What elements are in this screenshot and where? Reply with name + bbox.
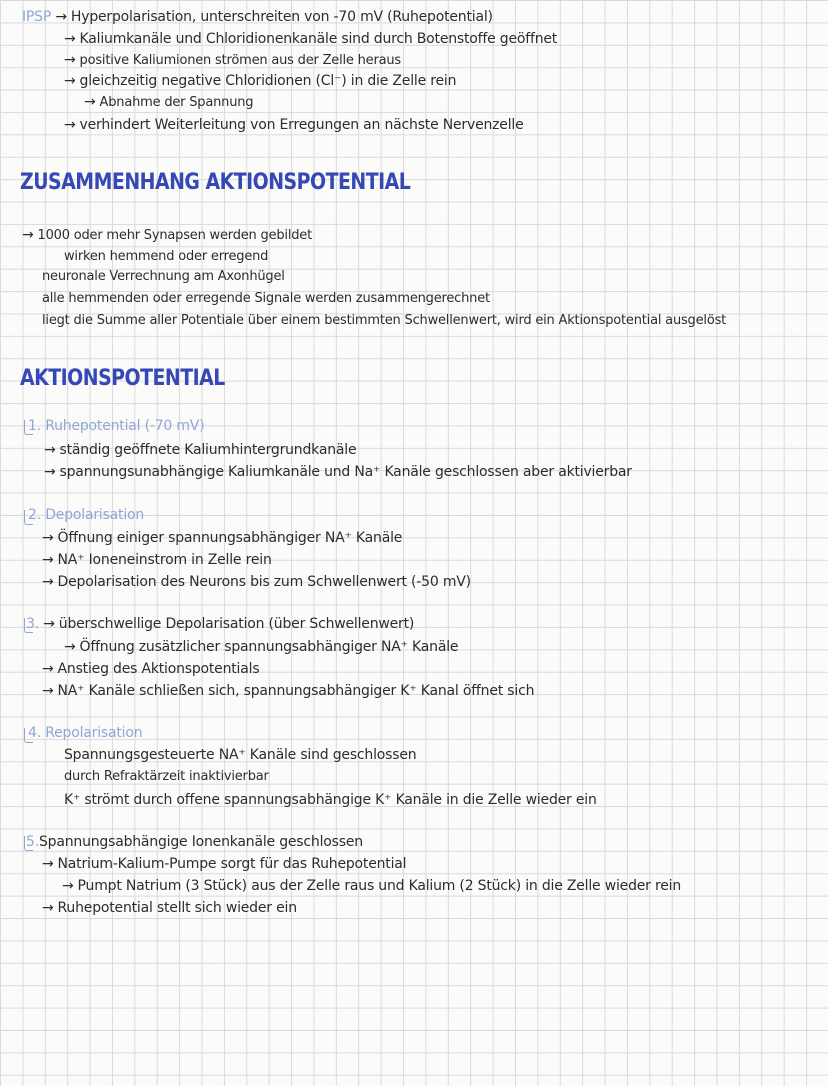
phase5-line-2	[62, 877, 681, 895]
arrow-icon: →	[42, 683, 54, 699]
arrow-icon: →	[44, 464, 56, 480]
zusammenhang-line-4: alle hemmenden oder erregende Signale werden zusammengerechnet	[42, 291, 490, 306]
phase1-text-2: spannungsunabhängige Kaliumkanäle und Na⁺ Kanäle geschlossen aber aktivierbar	[59, 464, 632, 480]
phase2-text-3: Depolarisation des Neurons bis zum Schwellenwert (-50 mV)	[57, 574, 471, 590]
phase2-line-1	[42, 529, 402, 547]
phase5-title-line	[26, 833, 363, 851]
arrow-icon: →	[64, 639, 76, 655]
phase3-number: 3.	[26, 616, 39, 632]
phase5-number: 5.	[26, 834, 39, 850]
arrow-icon: →	[42, 552, 54, 568]
phase2-text-1: Öffnung einiger spannungsabhängiger NA⁺ Kanäle	[57, 530, 403, 546]
ipsp-text-3: positive Kaliumionen strömen aus der Zelle heraus	[79, 53, 401, 68]
phase3-line-2	[42, 660, 259, 678]
phase1-line-1	[44, 441, 356, 459]
zusammenhang-line-3: neuronale Verrechnung am Axonhügel	[42, 269, 285, 284]
phase5-line-3	[42, 899, 297, 917]
ipsp-text-4: gleichzeitig negative Chloridionen (Cl⁻) in die Zelle rein	[79, 73, 457, 89]
phase3-line-1	[64, 638, 458, 656]
zusammenhang-text-1: 1000 oder mehr Synapsen werden gebildet	[37, 228, 312, 243]
phase2-text-2: NA⁺ Ioneneinstrom in Zelle rein	[57, 552, 272, 568]
arrow-icon: →	[64, 73, 76, 89]
zusammenhang-line-5: liegt die Summe aller Potentiale über einem bestimmten Schwellenwert, wird ein Aktionspotential ausgelöst	[42, 313, 727, 328]
ipsp-line-6	[64, 116, 524, 134]
phase1-text-1: ständig geöffnete Kaliumhintergrundkanäle	[59, 442, 357, 458]
arrow-icon: →	[64, 117, 76, 133]
ipsp-line-5	[84, 93, 253, 112]
phase5-line-1	[42, 855, 406, 873]
ipsp-tag: IPSP	[22, 9, 52, 25]
arrow-icon: →	[64, 52, 76, 68]
arrow-icon: →	[44, 442, 56, 458]
phase4-line-3: K⁺ strömt durch offene spannungsabhängige K⁺ Kanäle in die Zelle wieder ein	[64, 792, 597, 808]
phase4-title: 4. Repolarisation	[28, 725, 143, 741]
phase5-text-2: Pumpt Natrium (3 Stück) aus der Zelle raus und Kalium (2 Stück) in die Zelle wieder rein	[77, 878, 682, 894]
arrow-icon: →	[84, 94, 96, 110]
arrow-icon: →	[43, 616, 55, 632]
arrow-icon: →	[64, 31, 76, 47]
arrow-icon: →	[55, 9, 67, 25]
arrow-icon: →	[42, 661, 54, 677]
phase3-text-1: Öffnung zusätzlicher spannungsabhängiger NA⁺ Kanäle	[79, 639, 459, 655]
heading-aktionspotential: AKTIONSPOTENTIAL	[20, 366, 225, 391]
phase5-text-1: Natrium-Kalium-Pumpe sorgt für das Ruhepotential	[57, 856, 407, 872]
phase5-text-3: Ruhepotential stellt sich wieder ein	[57, 900, 297, 916]
arrow-icon: →	[42, 856, 54, 872]
phase1-line-2	[44, 463, 632, 481]
ipsp-text-6: verhindert Weiterleitung von Erregungen an nächste Nervenzelle	[79, 117, 524, 133]
phase1-title: 1. Ruhepotential (-70 mV)	[28, 418, 205, 434]
arrow-icon: →	[42, 530, 54, 546]
zusammenhang-line-1	[22, 226, 312, 245]
arrow-icon: →	[42, 574, 54, 590]
arrow-icon: →	[42, 900, 54, 916]
phase3-title-line	[26, 615, 414, 633]
phase4-line-2: durch Refraktärzeit inaktivierbar	[64, 769, 269, 784]
heading-zusammenhang: ZUSAMMENHANG AKTIONSPOTENTIAL	[20, 170, 411, 195]
ipsp-line-2	[64, 30, 557, 48]
phase2-title: 2. Depolarisation	[28, 507, 145, 523]
phase3-line-3	[42, 682, 534, 700]
zusammenhang-line-2: wirken hemmend oder erregend	[64, 249, 269, 264]
ipsp-line-4	[64, 72, 456, 90]
ipsp-line-3	[64, 51, 401, 70]
arrow-icon: →	[62, 878, 74, 894]
ipsp-text-5: Abnahme der Spannung	[99, 95, 254, 110]
phase5-title: Spannungsabhängige Ionenkanäle geschlossen	[38, 834, 363, 850]
phase2-line-2	[42, 551, 272, 569]
phase4-line-1: Spannungsgesteuerte NA⁺ Kanäle sind geschlossen	[64, 747, 417, 763]
ipsp-line-1	[22, 8, 493, 26]
phase3-text-3: NA⁺ Kanäle schließen sich, spannungsabhängiger K⁺ Kanal öffnet sich	[57, 683, 535, 699]
ipsp-text-2: Kaliumkanäle und Chloridionenkanäle sind durch Botenstoffe geöffnet	[79, 31, 558, 47]
phase3-title: überschwellige Depolarisation (über Schwellenwert)	[58, 616, 415, 632]
arrow-icon: →	[22, 227, 34, 243]
phase3-text-2: Anstieg des Aktionspotentials	[57, 661, 260, 677]
phase2-line-3	[42, 573, 471, 591]
ipsp-text-1: Hyperpolarisation, unterschreiten von -70 mV (Ruhepotential)	[70, 9, 493, 25]
